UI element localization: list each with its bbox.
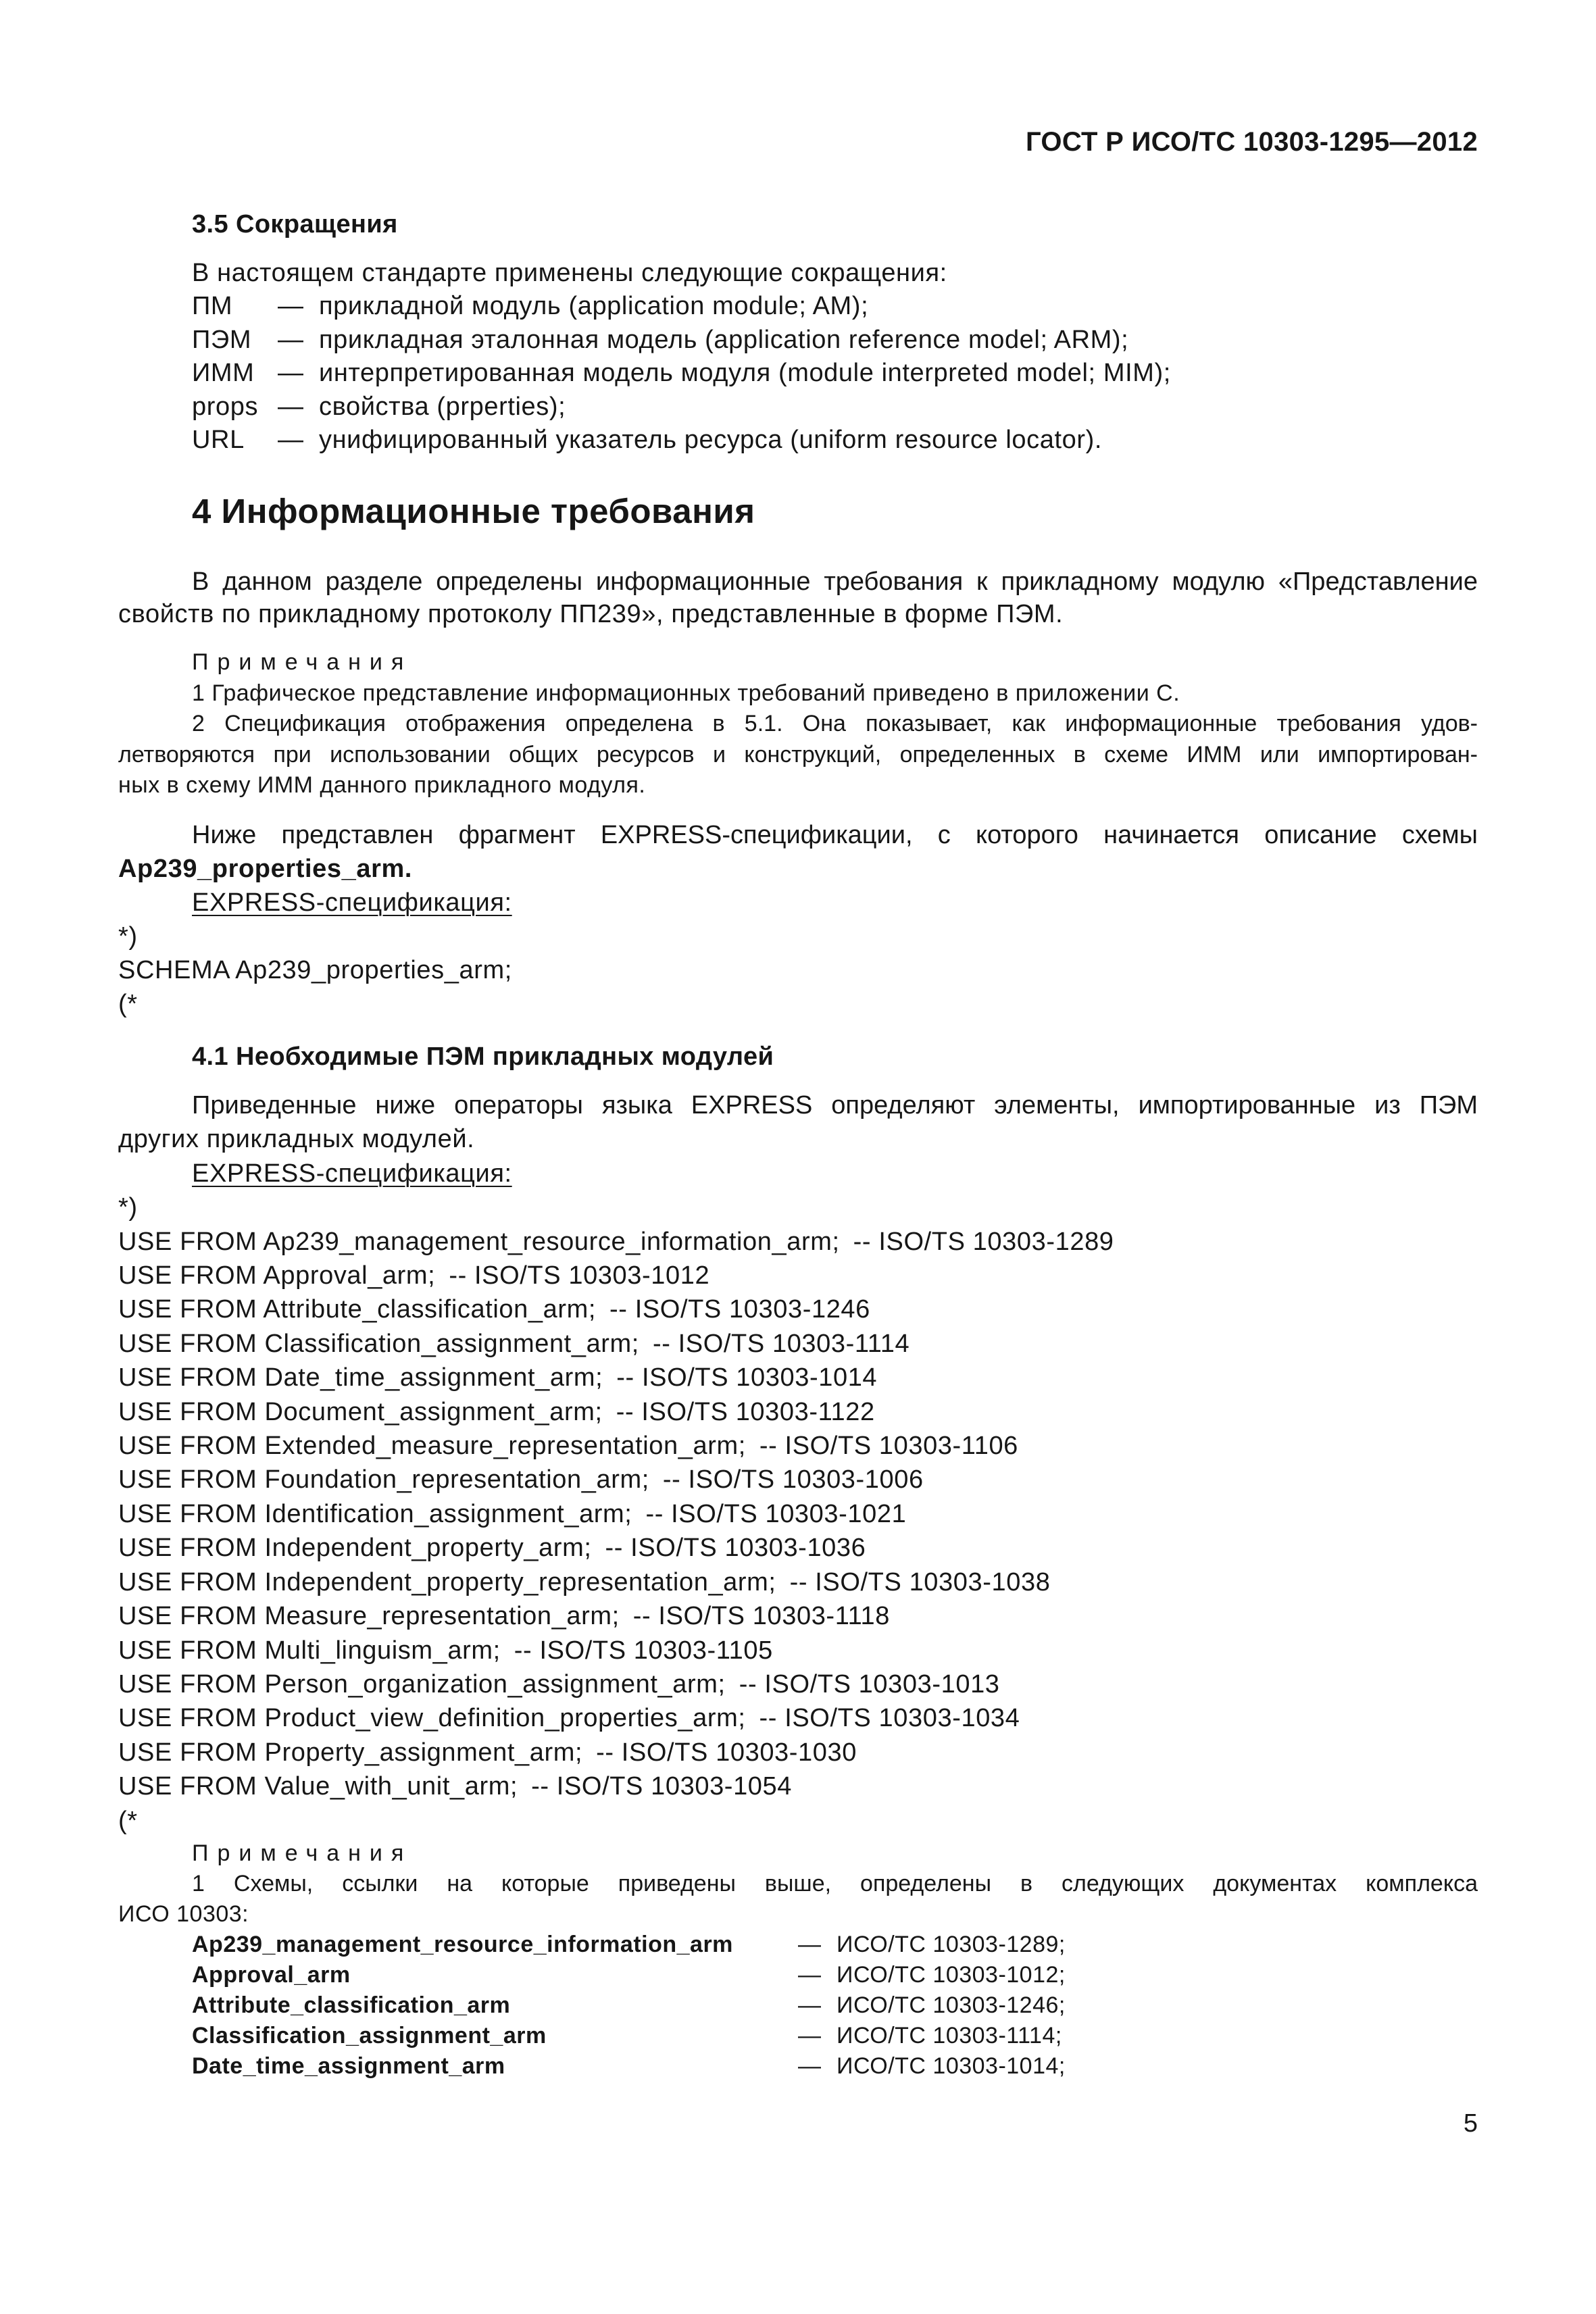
- note-line: 2 Спецификация отображения определена в 5.1. Она показывает, как информационные требования удов-: [192, 711, 1478, 736]
- em-dash: —: [798, 2023, 822, 2048]
- use-from-comment: -- ISO/TS 10303-1014: [616, 1363, 878, 1392]
- abbreviation-term: ПЭМ: [192, 325, 252, 354]
- schema-ref: ИСО/ТС 10303-1012;: [837, 1962, 1066, 1988]
- use-from-comment: -- ISO/TS 10303-1030: [596, 1738, 857, 1767]
- use-from-statement: USE FROM Date_time_assignment_arm;: [118, 1363, 603, 1392]
- use-from-line: [118, 1395, 1478, 1429]
- use-from-statement: USE FROM Product_view_definition_properties_arm;: [118, 1704, 746, 1733]
- express-line: *): [118, 922, 138, 951]
- section-heading-4: 4 Информационные требования: [192, 492, 755, 530]
- use-from-statement: USE FROM Attribute_classification_arm;: [118, 1295, 597, 1324]
- express-line: (*: [118, 1806, 138, 1835]
- section-heading-3-5: 3.5 Сокращения: [192, 210, 398, 238]
- abbreviation-row: [192, 290, 1478, 323]
- paragraph-line: В данном разделе определены информационные требования к прикладному модулю «Представление: [192, 568, 1478, 596]
- section-4-1-notes: [118, 1838, 1478, 2082]
- use-from-statement: USE FROM Classification_assignment_arm;: [118, 1329, 639, 1358]
- use-from-comment: -- ISO/TS 10303-1246: [609, 1295, 870, 1324]
- use-from-comment: -- ISO/TS 10303-1106: [759, 1432, 1018, 1461]
- schema-ref-row: [192, 1960, 1478, 1990]
- abbreviation-definition: унифицированный указатель ресурса (uniform resource locator).: [319, 426, 1103, 455]
- abbreviation-row: [192, 424, 1478, 457]
- use-from-line: [118, 1259, 1478, 1292]
- use-from-line: [118, 1327, 1478, 1361]
- use-from-statement: USE FROM Foundation_representation_arm;: [118, 1465, 649, 1494]
- use-from-comment: -- ISO/TS 10303-1054: [531, 1772, 792, 1801]
- abbreviation-term: URL: [192, 426, 245, 455]
- express-line: SCHEMA Ap239_properties_arm;: [118, 956, 512, 984]
- em-dash: —: [278, 426, 304, 455]
- schema-ref-row: [192, 1990, 1478, 2021]
- use-from-comment: -- ISO/TS 10303-1012: [449, 1261, 710, 1290]
- express-line: *): [118, 1193, 138, 1222]
- use-from-statement: USE FROM Identification_assignment_arm;: [118, 1499, 632, 1528]
- use-from-comment: -- ISO/TS 10303-1114: [652, 1329, 910, 1358]
- em-dash: —: [798, 1992, 822, 2018]
- use-from-line: [118, 1463, 1478, 1496]
- paragraph-line: Ниже представлен фрагмент EXPRESS-спецификации, с которого начинается описание схемы: [192, 821, 1478, 849]
- abbreviation-definition: интерпретированная модель модуля (module interpreted model; MIM);: [319, 359, 1171, 388]
- schema-ref-row: [192, 2051, 1478, 2082]
- use-from-comment: -- ISO/TS 10303-1021: [645, 1499, 907, 1528]
- schema-ref: ИСО/ТС 10303-1289;: [837, 1932, 1066, 1957]
- abbreviation-term: ИММ: [192, 359, 255, 388]
- use-from-comment: -- ISO/TS 10303-1289: [853, 1227, 1114, 1256]
- schema-name: Attribute_classification_arm: [192, 1992, 511, 2018]
- schema-intro-block: [118, 818, 1478, 1021]
- schema-name: Ap239_management_resource_information_arm: [192, 1932, 733, 1957]
- use-from-line: [118, 1497, 1478, 1531]
- page-number: 5: [1463, 2109, 1478, 2138]
- abbreviation-definition: прикладной модуль (application module; AM);: [319, 292, 869, 321]
- use-from-comment: -- ISO/TS 10303-1034: [759, 1704, 1020, 1733]
- use-from-comment: -- ISO/TS 10303-1038: [789, 1567, 1051, 1596]
- use-from-statement: USE FROM Ap239_management_resource_information_arm;: [118, 1227, 840, 1256]
- em-dash: —: [278, 292, 304, 321]
- use-from-statement: USE FROM Measure_representation_arm;: [118, 1602, 620, 1631]
- use-from-comment: -- ISO/TS 10303-1013: [739, 1669, 1000, 1699]
- use-from-line: [118, 1736, 1478, 1769]
- use-from-statement: USE FROM Document_assignment_arm;: [118, 1397, 603, 1426]
- note-line: летворяются при использовании общих ресурсов и конструкций, определенных в схеме ИММ или импортирован-: [118, 741, 1478, 768]
- use-from-line: [118, 1361, 1478, 1394]
- note-line: 1 Схемы, ссылки на которые приведены выше, определены в следующих документах комплекса: [192, 1871, 1478, 1896]
- section-4-paragraph: [118, 565, 1478, 630]
- schema-ref-row: [192, 1930, 1478, 1960]
- use-from-line: [118, 1701, 1478, 1735]
- em-dash: —: [278, 359, 304, 388]
- abbreviation-term: ПМ: [192, 292, 233, 321]
- em-dash: —: [278, 392, 304, 421]
- note-line: 1 Графическое представление информационных требований приведено в приложении C.: [192, 680, 1180, 706]
- use-from-line: [118, 1225, 1478, 1259]
- schema-ref: ИСО/ТС 10303-1014;: [837, 2053, 1066, 2079]
- express-label: EXPRESS-спецификация:: [192, 888, 512, 917]
- use-from-statement: USE FROM Person_organization_assignment_arm;: [118, 1669, 726, 1699]
- express-line: (*: [118, 990, 138, 1018]
- use-from-comment: -- ISO/TS 10303-1036: [605, 1534, 866, 1563]
- notes-label: Примечания: [192, 649, 413, 675]
- schema-ref: ИСО/ТС 10303-1246;: [837, 1992, 1066, 2018]
- use-from-line: [118, 1769, 1478, 1803]
- use-from-statement: USE FROM Property_assignment_arm;: [118, 1738, 583, 1767]
- express-label: EXPRESS-спецификация:: [192, 1159, 512, 1188]
- document-header-number: ГОСТ Р ИСО/ТС 10303-1295—2012: [1025, 127, 1478, 157]
- use-from-statement: USE FROM Approval_arm;: [118, 1261, 436, 1290]
- em-dash: —: [798, 1932, 822, 1957]
- section-4-notes: [118, 647, 1478, 801]
- use-from-statement: USE FROM Independent_property_representation_arm;: [118, 1567, 776, 1596]
- abbreviation-row: [192, 324, 1478, 357]
- schema-name: Classification_assignment_arm: [192, 2023, 547, 2048]
- section-heading-4-1: 4.1 Необходимые ПЭМ прикладных модулей: [192, 1042, 774, 1071]
- use-from-line: [118, 1634, 1478, 1667]
- notes-label: Примечания: [192, 1840, 413, 1866]
- use-from-comment: -- ISO/TS 10303-1105: [514, 1636, 773, 1665]
- schema-ref-row: [192, 2021, 1478, 2051]
- schema-name: Ap239_properties_arm.: [118, 855, 413, 883]
- note-line: ных в схему ИММ данного прикладного модуля.: [118, 772, 646, 798]
- use-from-line: [118, 1292, 1478, 1326]
- use-from-statement: USE FROM Extended_measure_representation_arm;: [118, 1432, 746, 1461]
- abbreviation-definition: свойства (prperties);: [319, 392, 566, 421]
- use-from-line: [118, 1667, 1478, 1701]
- use-from-comment: -- ISO/TS 10303-1006: [662, 1465, 924, 1494]
- paragraph-line: других прикладных модулей.: [118, 1125, 475, 1154]
- em-dash: —: [798, 1962, 822, 1988]
- express-label-line: [118, 1157, 1478, 1190]
- abbreviation-definition: прикладная эталонная модель (application reference model; ARM);: [319, 325, 1129, 354]
- use-from-line: [118, 1531, 1478, 1565]
- abbreviations-intro: В настоящем стандарте применены следующие сокращения:: [192, 259, 947, 287]
- use-from-line: [118, 1429, 1478, 1463]
- abbreviation-term: props: [192, 392, 259, 421]
- section-4-1-body: [118, 1088, 1478, 1838]
- use-from-statement: USE FROM Multi_linguism_arm;: [118, 1636, 501, 1665]
- use-from-statement: USE FROM Independent_property_arm;: [118, 1534, 592, 1563]
- abbreviation-row: [192, 391, 1478, 424]
- schema-name: Date_time_assignment_arm: [192, 2053, 505, 2079]
- em-dash: —: [798, 2053, 822, 2079]
- use-from-comment: -- ISO/TS 10303-1118: [632, 1602, 890, 1631]
- note-line: ИСО 10303:: [118, 1901, 249, 1927]
- use-from-line: [118, 1565, 1478, 1599]
- express-label-line: [118, 886, 1478, 920]
- use-from-statement: USE FROM Value_with_unit_arm;: [118, 1772, 518, 1801]
- paragraph-line: свойств по прикладному протоколу ПП239», представленные в форме ПЭМ.: [118, 600, 1064, 628]
- schema-name: Approval_arm: [192, 1962, 351, 1988]
- em-dash: —: [278, 325, 304, 354]
- use-from-comment: -- ISO/TS 10303-1122: [616, 1397, 875, 1426]
- abbreviation-row: [192, 357, 1478, 390]
- paragraph-line: Приведенные ниже операторы языка EXPRESS определяют элементы, импортированные из ПЭМ: [192, 1091, 1478, 1120]
- abbreviations-block: [118, 257, 1478, 457]
- use-from-line: [118, 1599, 1478, 1633]
- schema-ref: ИСО/ТС 10303-1114;: [837, 2023, 1062, 2048]
